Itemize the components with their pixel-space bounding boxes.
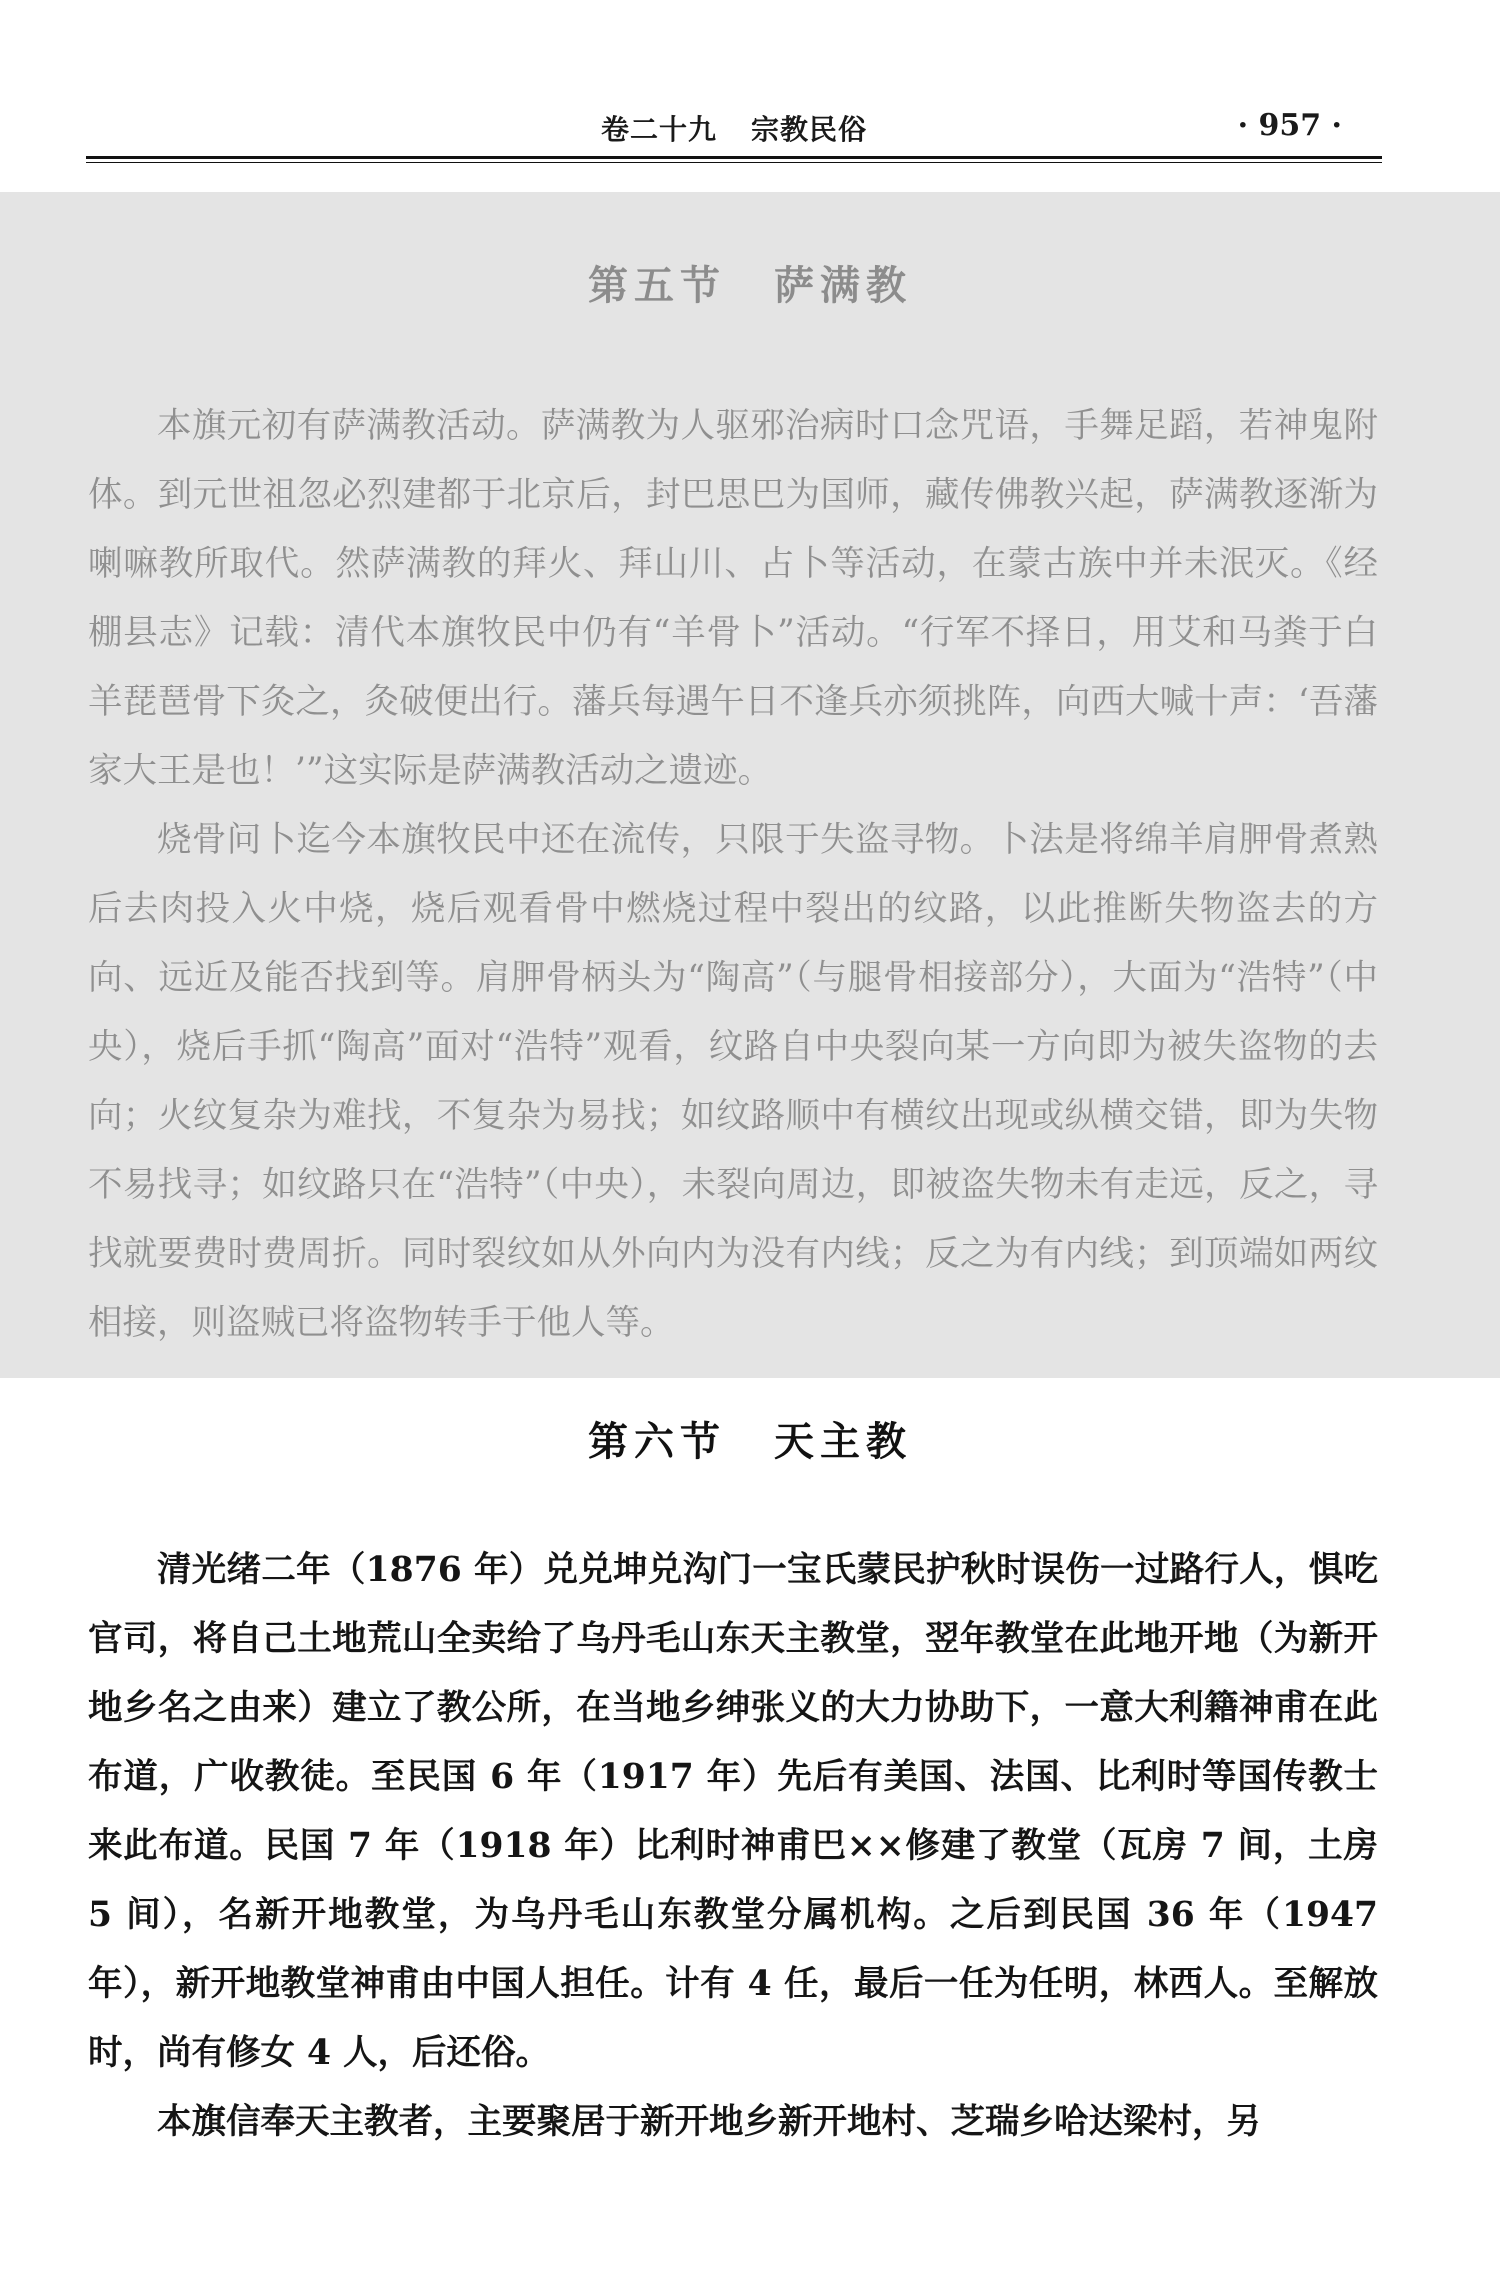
section-number: 第五节: [588, 262, 726, 309]
page-number: · 957 ·: [1237, 108, 1342, 143]
running-title: [86, 108, 1382, 148]
volume-label: 卷二十九: [600, 113, 717, 146]
header-rule: [86, 156, 1382, 159]
section-number: 第六节: [588, 1418, 726, 1465]
section-heading: [0, 1410, 1500, 1467]
section-heading: [0, 254, 1500, 311]
shamanism-section: [0, 192, 1500, 1378]
paragraph: 清光绪二年（1876 年）兑兑坤兑沟门一宝氏蒙民护秋时误伤一过路行人，惧吃官司，将自己土地荒山全卖给了乌丹毛山东天主教堂，翌年教堂在此地开地（为新开地乡名之由来）建立了教公所，在当地乡绅张义的大力协助下，一意大利籍神甫在此布道，广收教徒。至民国 6 年（1917 年）先后有美国、法国、比利时等国传教士来此布道。民国 7 年（1918 年）比利时神甫巴××修建了教堂（瓦房 7 间，土房 5 间），名新开地教堂，为乌丹毛山东教堂分属机构。之后到民国 36 年（1947 年），新开地教堂神甫由中国人担任。计有 4 任，最后一任为任明，林西人。至解放时，尚有修女 4 人，后还俗。: [88, 1550, 1378, 2073]
chapter-label: 宗教民俗: [751, 113, 868, 146]
section-title: 天主教: [774, 1418, 912, 1465]
paragraph: 烧骨问卜迄今本旗牧民中还在流传，只限于失盗寻物。卜法是将绵羊肩胛骨煮熟后去肉投入火中烧，烧后观看骨中燃烧过程中裂出的纹路，以此推断失物盗去的方向、远近及能否找到等。肩胛骨柄头为“陶高”（与腿骨相接部分），大面为“浩特”（中央），烧后手抓“陶高”面对“浩特”观看，纹路自中央裂向某一方向即为被失盗物的去向；火纹复杂为难找，不复杂为易找；如纹路顺中有横纹出现或纵横交错，即为失物不易找寻；如纹路只在“浩特”（中央），未裂向周边，即被盗失物未有走远，反之，寻找就要费时费周折。同时裂纹如从外向内为没有内线；反之为有内线；到顶端如两纹相接，则盗贼已将盗物转手于他人等。: [88, 820, 1378, 1343]
header-rule-thin: [86, 162, 1382, 163]
paragraph: 本旗元初有萨满教活动。萨满教为人驱邪治病时口念咒语，手舞足蹈，若神鬼附体。到元世祖忽必烈建都于北京后，封巴思巴为国师，藏传佛教兴起，萨满教逐渐为喇嘛教所取代。然萨满教的拜火、拜山川、占卜等活动，在蒙古族中并未泯灭。《经棚县志》记载：清代本旗牧民中仍有“羊骨卜”活动。“行军不择日，用艾和马粪于白羊琵琶骨下灸之，灸破便出行。藩兵每遇午日不逢兵亦须挑阵，向西大喊十声：‘吾藩家大王是也！’”这实际是萨满教活动之遗迹。: [88, 406, 1378, 791]
section-title: 萨满教: [774, 262, 912, 309]
running-header: [86, 108, 1382, 160]
paragraph: 本旗信奉天主教者，主要聚居于新开地乡新开地村、芝瑞乡哈达梁村，另: [157, 2102, 1261, 2142]
